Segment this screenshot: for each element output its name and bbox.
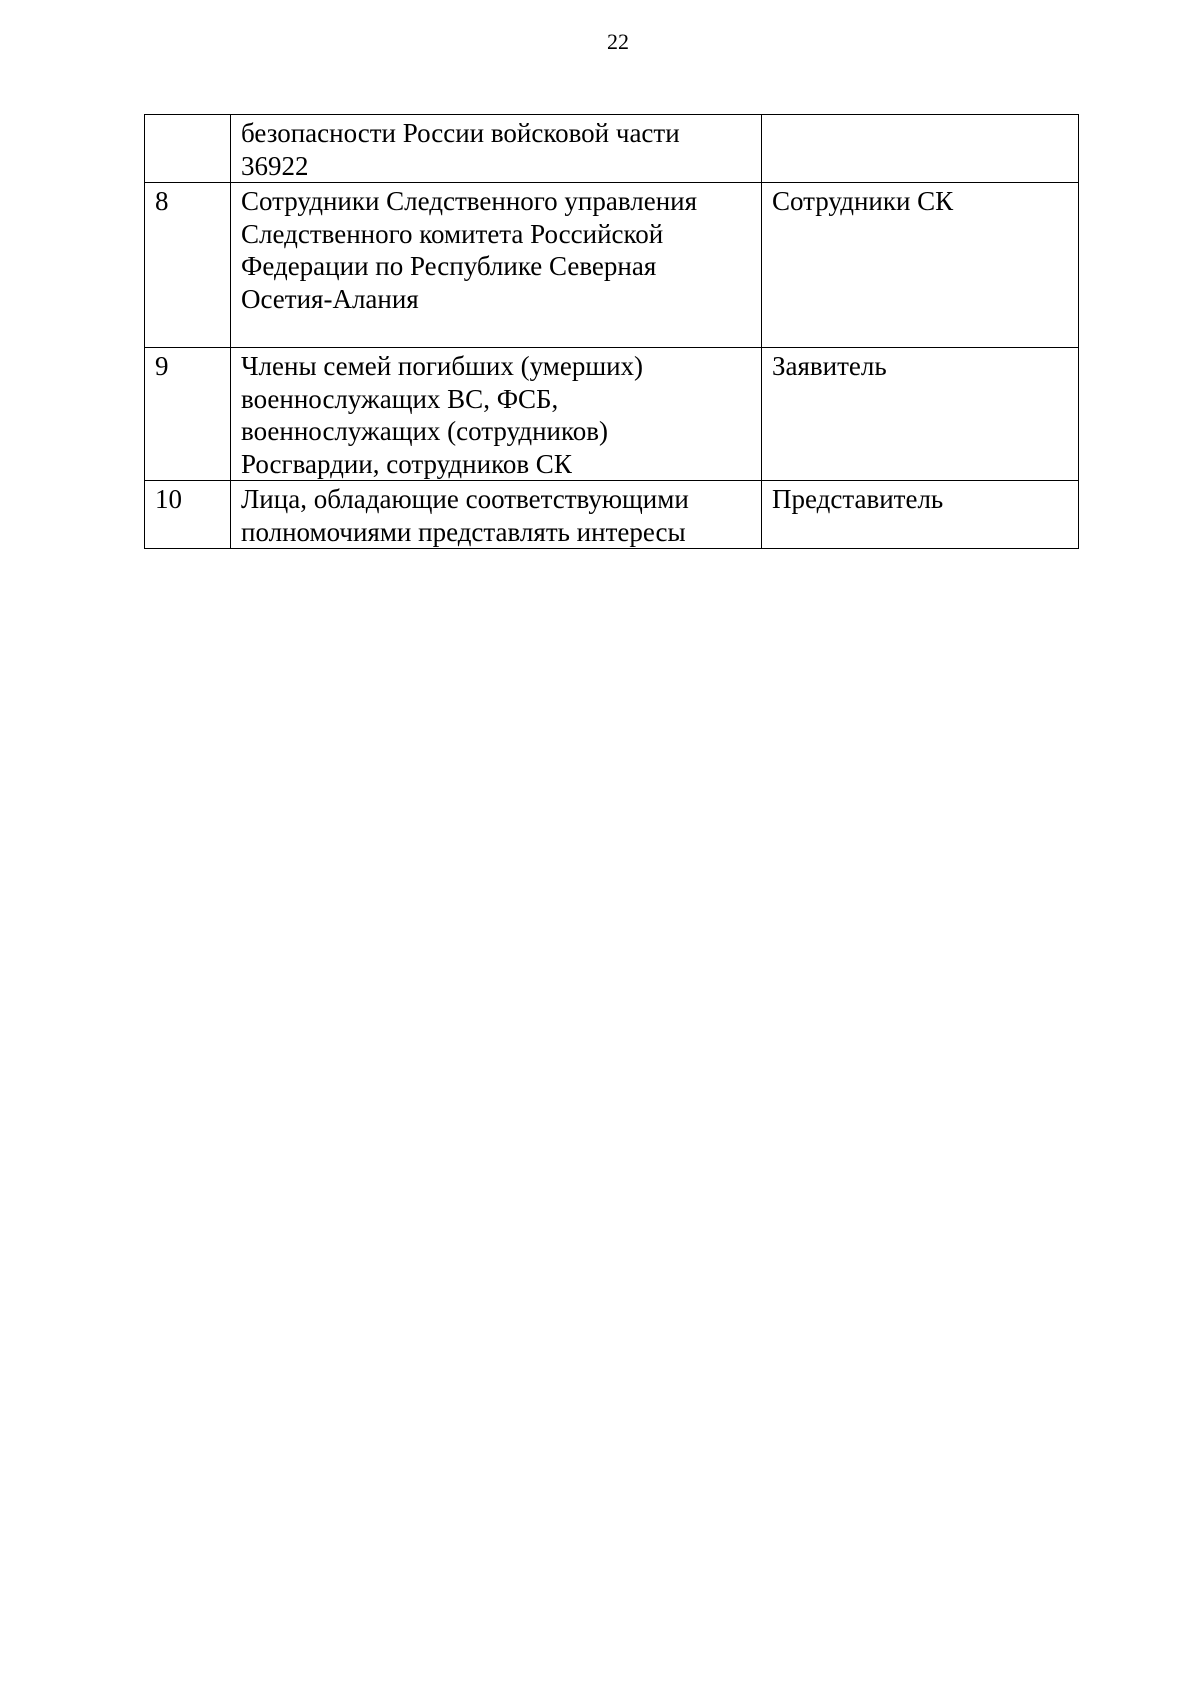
description-line: военнослужащих ВС, ФСБ, [241, 383, 559, 414]
table-row [145, 481, 1079, 549]
page-number: 22 [607, 29, 629, 54]
description-line: Члены семей погибших (умерших) [241, 351, 644, 381]
applicant-category: Сотрудники СК [762, 183, 1079, 348]
applicant-description [231, 183, 762, 348]
applicant-description [231, 348, 762, 481]
applicant-description [231, 481, 762, 549]
applicant-category: Представитель [762, 481, 1079, 549]
description-line: военнослужащих (сотрудников) [241, 416, 608, 446]
applicant-table [144, 114, 1079, 549]
row-number [145, 115, 231, 183]
description-line: Сотрудники Следственного управления [241, 186, 698, 216]
description-line: Лица, обладающие соответствующими [241, 484, 689, 514]
description-line: Федерации по Республике Северная [241, 251, 657, 281]
row-number: 8 [145, 183, 231, 348]
row-number: 9 [145, 348, 231, 481]
description-line: Росгвардии, сотрудников СК [241, 448, 572, 479]
description-line: полномочиями представлять интересы [241, 516, 686, 547]
description-line: 36922 [241, 150, 309, 181]
table-row [145, 115, 1079, 183]
description-line: Осетия-Алания [241, 283, 419, 314]
table-row [145, 348, 1079, 481]
table-row [145, 183, 1079, 348]
applicant-description [231, 115, 762, 183]
description-line: Следственного комитета Российской [241, 218, 664, 249]
row-number: 10 [145, 481, 231, 549]
description-line: безопасности России войсковой части [241, 118, 680, 148]
applicant-category: Заявитель [762, 348, 1079, 481]
applicant-category [762, 115, 1079, 183]
